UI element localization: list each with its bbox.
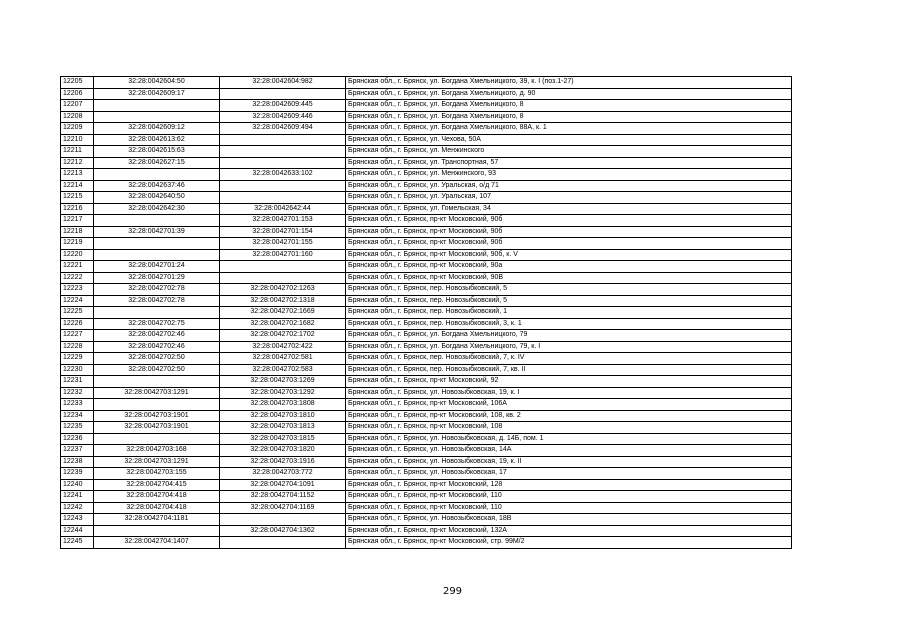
linked-cadastral-number-cell: 32:28:0042633:102 (220, 169, 346, 181)
address-cell: Брянская обл., г. Брянск, пер. Новозыбковский, 5 (346, 295, 792, 307)
row-number-cell: 12245 (61, 537, 94, 549)
table-row (61, 491, 792, 503)
linked-cadastral-number-cell: 32:28:0042702:1263 (220, 284, 346, 296)
cadastral-number-cell: 32:28:0042701:39 (94, 226, 220, 238)
linked-cadastral-number-cell: 32:28:0042703:1808 (220, 399, 346, 411)
address-cell: Брянская обл., г. Брянск, пр-кт Московский, 132А (346, 525, 792, 537)
linked-cadastral-number-cell (220, 157, 346, 169)
row-number-cell: 12223 (61, 284, 94, 296)
address-cell: Брянская обл., г. Брянск, ул. Богдана Хмельницкого, 79 (346, 330, 792, 342)
linked-cadastral-number-cell (220, 180, 346, 192)
row-number-cell: 12238 (61, 456, 94, 468)
cadastral-number-cell: 32:28:0042704:418 (94, 502, 220, 514)
table-row (61, 295, 792, 307)
row-number-cell: 12225 (61, 307, 94, 319)
address-cell: Брянская обл., г. Брянск, ул. Новозыбковская, 17 (346, 468, 792, 480)
linked-cadastral-number-cell (220, 146, 346, 158)
table-row (61, 88, 792, 100)
table-row (61, 387, 792, 399)
linked-cadastral-number-cell: 32:28:0042704:1152 (220, 491, 346, 503)
table-row (61, 157, 792, 169)
table-row (61, 456, 792, 468)
table-row (61, 261, 792, 273)
address-cell: Брянская обл., г. Брянск, ул. Менжинского (346, 146, 792, 158)
row-number-cell: 12226 (61, 318, 94, 330)
cadastral-number-cell: 32:28:0042703:168 (94, 445, 220, 457)
address-cell: Брянская обл., г. Брянск, ул. Новозыбковская, д. 14Б, пом. 1 (346, 433, 792, 445)
address-cell: Брянская обл., г. Брянск, ул. Транспортная, 57 (346, 157, 792, 169)
table-row (61, 468, 792, 480)
cadastral-number-cell: 32:28:0042702:50 (94, 353, 220, 365)
linked-cadastral-number-cell: 32:28:0042702:422 (220, 341, 346, 353)
row-number-cell: 12239 (61, 468, 94, 480)
linked-cadastral-number-cell: 32:28:0042604:982 (220, 77, 346, 89)
table-row (61, 272, 792, 284)
address-cell: Брянская обл., г. Брянск, ул. Богдана Хмельницкого, д. 90 (346, 88, 792, 100)
cadastral-number-cell: 32:28:0042701:29 (94, 272, 220, 284)
linked-cadastral-number-cell: 32:28:0042701:153 (220, 215, 346, 227)
linked-cadastral-number-cell: 32:28:0042702:581 (220, 353, 346, 365)
row-number-cell: 12243 (61, 514, 94, 526)
table-row (61, 514, 792, 526)
cadastral-number-cell: 32:28:0042702:75 (94, 318, 220, 330)
address-cell: Брянская обл., г. Брянск, пр-кт Московский, 108, кв. 2 (346, 410, 792, 422)
cadastral-number-cell (94, 307, 220, 319)
cadastral-number-cell: 32:28:0042703:1291 (94, 387, 220, 399)
row-number-cell: 12219 (61, 238, 94, 250)
cadastral-number-cell (94, 238, 220, 250)
linked-cadastral-number-cell: 32:28:0042703:772 (220, 468, 346, 480)
linked-cadastral-number-cell (220, 134, 346, 146)
linked-cadastral-number-cell: 32:28:0042704:1169 (220, 502, 346, 514)
row-number-cell: 12221 (61, 261, 94, 273)
linked-cadastral-number-cell: 32:28:0042703:1820 (220, 445, 346, 457)
row-number-cell: 12206 (61, 88, 94, 100)
cadastral-number-cell: 32:28:0042637:46 (94, 180, 220, 192)
table-row (61, 537, 792, 549)
table-row (61, 399, 792, 411)
linked-cadastral-number-cell: 32:28:0042703:1292 (220, 387, 346, 399)
table-row (61, 318, 792, 330)
cadastral-number-cell (94, 169, 220, 181)
linked-cadastral-number-cell: 32:28:0042704:1362 (220, 525, 346, 537)
address-cell: Брянская обл., г. Брянск, пр-кт Московский, 106А (346, 399, 792, 411)
address-cell: Брянская обл., г. Брянск, пр-кт Московский, 90В (346, 272, 792, 284)
linked-cadastral-number-cell: 32:28:0042702:1682 (220, 318, 346, 330)
linked-cadastral-number-cell: 32:28:0042703:1916 (220, 456, 346, 468)
cadastral-number-cell: 32:28:0042704:1407 (94, 537, 220, 549)
linked-cadastral-number-cell (220, 537, 346, 549)
linked-cadastral-number-cell: 32:28:0042703:1269 (220, 376, 346, 388)
cadastral-number-cell: 32:28:0042703:1901 (94, 422, 220, 434)
row-number-cell: 12212 (61, 157, 94, 169)
linked-cadastral-number-cell: 32:28:0042701:155 (220, 238, 346, 250)
row-number-cell: 12237 (61, 445, 94, 457)
table-row (61, 353, 792, 365)
table-row (61, 307, 792, 319)
cadastral-number-cell: 32:28:0042703:1901 (94, 410, 220, 422)
linked-cadastral-number-cell: 32:28:0042703:1810 (220, 410, 346, 422)
cadastral-number-cell: 32:28:0042702:46 (94, 330, 220, 342)
address-cell: Брянская обл., г. Брянск, пр-кт Московский, 92 (346, 376, 792, 388)
table-row (61, 330, 792, 342)
page-number: 299 (442, 586, 463, 597)
cadastral-number-cell: 32:28:0042703:155 (94, 468, 220, 480)
table-row (61, 123, 792, 135)
address-cell: Брянская обл., г. Брянск, ул. Богдана Хмельницкого, 8 (346, 100, 792, 112)
address-cell: Брянская обл., г. Брянск, ул. Новозыбковская, 18В (346, 514, 792, 526)
table-row (61, 169, 792, 181)
row-number-cell: 12222 (61, 272, 94, 284)
row-number-cell: 12232 (61, 387, 94, 399)
linked-cadastral-number-cell (220, 514, 346, 526)
table-row (61, 376, 792, 388)
address-cell: Брянская обл., г. Брянск, ул. Новозыбковская, 14А (346, 445, 792, 457)
row-number-cell: 12220 (61, 249, 94, 261)
table-body (61, 77, 792, 549)
linked-cadastral-number-cell: 32:28:0042702:1669 (220, 307, 346, 319)
linked-cadastral-number-cell (220, 261, 346, 273)
row-number-cell: 12244 (61, 525, 94, 537)
address-cell: Брянская обл., г. Брянск, пер. Новозыбковский, 1 (346, 307, 792, 319)
table-row (61, 445, 792, 457)
cadastral-number-cell: 32:28:0042609:17 (94, 88, 220, 100)
row-number-cell: 12234 (61, 410, 94, 422)
cadastral-number-cell: 32:28:0042703:1291 (94, 456, 220, 468)
linked-cadastral-number-cell: 32:28:0042701:154 (220, 226, 346, 238)
row-number-cell: 12216 (61, 203, 94, 215)
address-cell: Брянская обл., г. Брянск, пр-кт Московский, 90б, к. V (346, 249, 792, 261)
cadastral-number-cell: 32:28:0042702:50 (94, 364, 220, 376)
row-number-cell: 12214 (61, 180, 94, 192)
property-register-table (60, 76, 792, 549)
table-row (61, 180, 792, 192)
table-row (61, 479, 792, 491)
table-row (61, 203, 792, 215)
linked-cadastral-number-cell: 32:28:0042702:583 (220, 364, 346, 376)
row-number-cell: 12209 (61, 123, 94, 135)
linked-cadastral-number-cell: 32:28:0042609:445 (220, 100, 346, 112)
table-row (61, 410, 792, 422)
cadastral-number-cell: 32:28:0042704:415 (94, 479, 220, 491)
address-cell: Брянская обл., г. Брянск, ул. Новозыбковская, 19, к. II (346, 456, 792, 468)
cadastral-number-cell (94, 111, 220, 123)
row-number-cell: 12211 (61, 146, 94, 158)
address-cell: Брянская обл., г. Брянск, ул. Менжинского, 93 (346, 169, 792, 181)
linked-cadastral-number-cell: 32:28:0042642:44 (220, 203, 346, 215)
row-number-cell: 12227 (61, 330, 94, 342)
linked-cadastral-number-cell: 32:28:0042609:494 (220, 123, 346, 135)
cadastral-number-cell: 32:28:0042640:50 (94, 192, 220, 204)
row-number-cell: 12242 (61, 502, 94, 514)
table-row (61, 134, 792, 146)
address-cell: Брянская обл., г. Брянск, пр-кт Московский, 110 (346, 502, 792, 514)
address-cell: Брянская обл., г. Брянск, пр-кт Московский, 108 (346, 422, 792, 434)
table-row (61, 100, 792, 112)
cadastral-number-cell: 32:28:0042627:15 (94, 157, 220, 169)
table-row (61, 226, 792, 238)
table-row (61, 77, 792, 89)
address-cell: Брянская обл., г. Брянск, пр-кт Московский, 110 (346, 491, 792, 503)
table-row (61, 215, 792, 227)
address-cell: Брянская обл., г. Брянск, пер. Новозыбковский, 5 (346, 284, 792, 296)
row-number-cell: 12233 (61, 399, 94, 411)
cadastral-number-cell: 32:28:0042613:62 (94, 134, 220, 146)
row-number-cell: 12231 (61, 376, 94, 388)
cadastral-number-cell: 32:28:0042701:24 (94, 261, 220, 273)
row-number-cell: 12224 (61, 295, 94, 307)
linked-cadastral-number-cell: 32:28:0042702:1702 (220, 330, 346, 342)
row-number-cell: 12236 (61, 433, 94, 445)
table-row (61, 422, 792, 434)
row-number-cell: 12207 (61, 100, 94, 112)
linked-cadastral-number-cell: 32:28:0042704:1091 (220, 479, 346, 491)
table-row (61, 146, 792, 158)
row-number-cell: 12228 (61, 341, 94, 353)
row-number-cell: 12230 (61, 364, 94, 376)
linked-cadastral-number-cell (220, 192, 346, 204)
cadastral-number-cell: 32:28:0042702:46 (94, 341, 220, 353)
linked-cadastral-number-cell: 32:28:0042703:1813 (220, 422, 346, 434)
linked-cadastral-number-cell (220, 272, 346, 284)
cadastral-number-cell (94, 433, 220, 445)
address-cell: Брянская обл., г. Брянск, ул. Богдана Хмельницкого, 39, к. I (поз.1-27) (346, 77, 792, 89)
row-number-cell: 12229 (61, 353, 94, 365)
table-row (61, 238, 792, 250)
row-number-cell: 12208 (61, 111, 94, 123)
row-number-cell: 12217 (61, 215, 94, 227)
table-row (61, 249, 792, 261)
table-row (61, 111, 792, 123)
cadastral-number-cell: 32:28:0042702:78 (94, 284, 220, 296)
address-cell: Брянская обл., г. Брянск, ул. Чехова, 50А (346, 134, 792, 146)
table-row (61, 192, 792, 204)
address-cell: Брянская обл., г. Брянск, ул. Новозыбковская, 19, к. I (346, 387, 792, 399)
address-cell: Брянская обл., г. Брянск, ул. Богдана Хмельницкого, 88А, к. 1 (346, 123, 792, 135)
linked-cadastral-number-cell: 32:28:0042703:1815 (220, 433, 346, 445)
table-row (61, 284, 792, 296)
row-number-cell: 12213 (61, 169, 94, 181)
cadastral-number-cell: 32:28:0042642:30 (94, 203, 220, 215)
table-row (61, 341, 792, 353)
address-cell: Брянская обл., г. Брянск, пр-кт Московский, стр. 99М/2 (346, 537, 792, 549)
table-row (61, 433, 792, 445)
row-number-cell: 12218 (61, 226, 94, 238)
cadastral-number-cell: 32:28:0042609:12 (94, 123, 220, 135)
cadastral-number-cell: 32:28:0042615:63 (94, 146, 220, 158)
table-row (61, 525, 792, 537)
row-number-cell: 12215 (61, 192, 94, 204)
row-number-cell: 12235 (61, 422, 94, 434)
address-cell: Брянская обл., г. Брянск, пр-кт Московский, 90б (346, 238, 792, 250)
cadastral-number-cell: 32:28:0042704:1181 (94, 514, 220, 526)
linked-cadastral-number-cell: 32:28:0042701:160 (220, 249, 346, 261)
cadastral-number-cell (94, 215, 220, 227)
table-row (61, 364, 792, 376)
cadastral-number-cell (94, 249, 220, 261)
table-row (61, 502, 792, 514)
address-cell: Брянская обл., г. Брянск, ул. Богдана Хмельницкого, 79, к. I (346, 341, 792, 353)
row-number-cell: 12240 (61, 479, 94, 491)
linked-cadastral-number-cell: 32:28:0042609:446 (220, 111, 346, 123)
address-cell: Брянская обл., г. Брянск, пер. Новозыбковский, 7, кв. II (346, 364, 792, 376)
row-number-cell: 12210 (61, 134, 94, 146)
cadastral-number-cell: 32:28:0042702:78 (94, 295, 220, 307)
address-cell: Брянская обл., г. Брянск, пер. Новозыбковский, 7, к. IV (346, 353, 792, 365)
cadastral-number-cell: 32:28:0042604:50 (94, 77, 220, 89)
address-cell: Брянская обл., г. Брянск, ул. Уральская, о/д 71 (346, 180, 792, 192)
linked-cadastral-number-cell (220, 88, 346, 100)
address-cell: Брянская обл., г. Брянск, ул. Гомельская, 34 (346, 203, 792, 215)
cadastral-number-cell (94, 376, 220, 388)
linked-cadastral-number-cell: 32:28:0042702:1318 (220, 295, 346, 307)
row-number-cell: 12241 (61, 491, 94, 503)
cadastral-number-cell (94, 399, 220, 411)
address-cell: Брянская обл., г. Брянск, пр-кт Московский, 90б (346, 215, 792, 227)
address-cell: Брянская обл., г. Брянск, ул. Богдана Хмельницкого, 8 (346, 111, 792, 123)
cadastral-number-cell (94, 525, 220, 537)
row-number-cell: 12205 (61, 77, 94, 89)
cadastral-number-cell: 32:28:0042704:418 (94, 491, 220, 503)
address-cell: Брянская обл., г. Брянск, пр-кт Московский, 128 (346, 479, 792, 491)
address-cell: Брянская обл., г. Брянск, ул. Уральская, 107 (346, 192, 792, 204)
address-cell: Брянская обл., г. Брянск, пр-кт Московский, 90б (346, 226, 792, 238)
address-cell: Брянская обл., г. Брянск, пр-кт Московский, 90а (346, 261, 792, 273)
address-cell: Брянская обл., г. Брянск, пер. Новозыбковский, 3, к. 1 (346, 318, 792, 330)
cadastral-number-cell (94, 100, 220, 112)
